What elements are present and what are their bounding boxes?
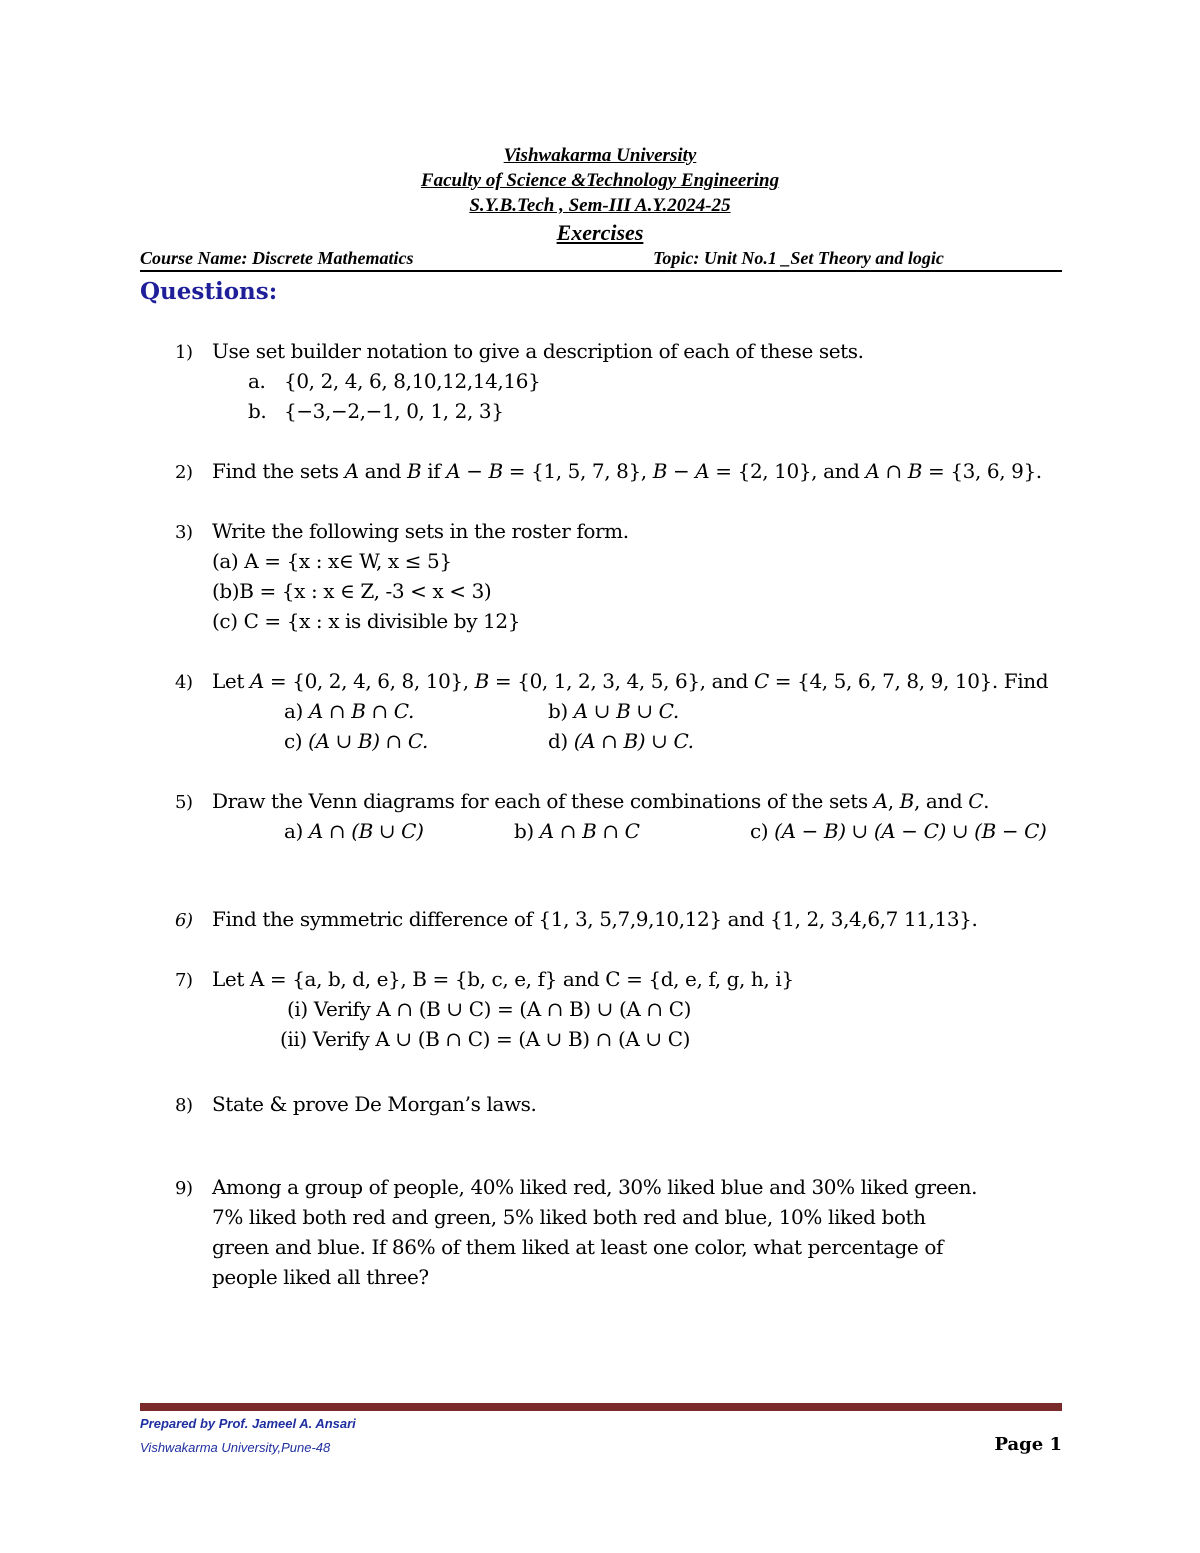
q9-line-3: green and blue. If 86% of them liked at least one color, what percentage of <box>212 1235 943 1259</box>
q3-number: 3) <box>175 522 193 543</box>
q4-text: Let A = {0, 2, 4, 6, 8, 10}, B = {0, 1, 2, 3, 4, 5, 6}, and C = {4, 5, 6, 7, 8, 9, 10}. Find <box>212 669 1049 693</box>
q2-text: Find the sets A and B if A − B = {1, 5, 7, 8}, B − A = {2, 10}, and A ∩ B = {3, 6, 9}. <box>212 459 1042 483</box>
q4-c: c) (A ∪ B) ∩ C. <box>284 729 429 753</box>
q6-number: 6) <box>175 910 193 931</box>
q9-line-1: Among a group of people, 40% liked red, 30% liked blue and 30% liked green. <box>212 1175 978 1199</box>
q5-text: Draw the Venn diagrams for each of these combinations of the sets A, B, and C. <box>212 789 990 813</box>
q4-b: b) A ∪ B ∪ C. <box>548 699 679 723</box>
doc-type-title: Exercises <box>556 220 644 245</box>
q8-number: 8) <box>175 1095 193 1116</box>
q1-a-label: a. <box>248 369 266 393</box>
questions-heading: Questions: <box>140 278 278 305</box>
program-title: S.Y.B.Tech , Sem-III A.Y.2024-25 <box>469 195 731 216</box>
topic-name: Topic: Unit No.1 _Set Theory and logic <box>653 248 944 268</box>
q7-i: (i) Verify A ∩ (B ∪ C) = (A ∩ B) ∪ (A ∩ C) <box>287 997 692 1021</box>
q3-b: (b)B = {x : x ∈ Z, -3 < x < 3) <box>212 579 492 603</box>
q1-number: 1) <box>175 342 193 363</box>
q9-line-2: 7% liked both red and green, 5% liked both red and blue, 10% liked both <box>212 1205 926 1229</box>
q1-b-text: {−3,−2,−1, 0, 1, 2, 3} <box>284 399 504 423</box>
q5-a: a) A ∩ (B ∪ C) <box>284 819 424 843</box>
q1-b-label: b. <box>248 399 267 423</box>
q9-number: 9) <box>175 1178 193 1199</box>
prepared-by: Prepared by Prof. Jameel A. Ansari <box>140 1416 356 1431</box>
university-title: Vishwakarma University <box>503 145 697 166</box>
q1-text: Use set builder notation to give a description of each of these sets. <box>212 339 864 363</box>
q7-text: Let A = {a, b, d, e}, B = {b, c, e, f} and C = {d, e, f, g, h, i} <box>212 967 794 991</box>
footer-location: Vishwakarma University,Pune-48 <box>140 1440 331 1455</box>
q7-number: 7) <box>175 970 193 991</box>
faculty-title: Faculty of Science &Technology Engineering <box>420 170 780 191</box>
course-name: Course Name: Discrete Mathematics <box>140 248 414 268</box>
header-divider <box>140 270 1062 272</box>
q7-ii: (ii) Verify A ∪ (B ∩ C) = (A ∪ B) ∩ (A ∪ C) <box>280 1027 690 1051</box>
footer-bar <box>140 1403 1062 1411</box>
page-number: Page 1 <box>994 1434 1062 1455</box>
q5-b: b) A ∩ B ∩ C <box>514 819 640 843</box>
q5-c: c) (A − B) ∪ (A − C) ∪ (B − C) <box>750 819 1047 843</box>
q3-a: (a) A = {x : x∈ W, x ≤ 5} <box>212 549 452 573</box>
q4-d: d) (A ∩ B) ∪ C. <box>548 729 694 753</box>
q3-text: Write the following sets in the roster form. <box>212 519 629 543</box>
q2-number: 2) <box>175 462 193 483</box>
q8-text: State & prove De Morgan’s laws. <box>212 1092 537 1116</box>
q4-number: 4) <box>175 672 193 693</box>
q4-a: a) A ∩ B ∩ C. <box>284 699 414 723</box>
q1-a-text: {0, 2, 4, 6, 8,10,12,14,16} <box>284 369 541 393</box>
q3-c: (c) C = {x : x is divisible by 12} <box>212 609 521 633</box>
q5-number: 5) <box>175 792 193 813</box>
q6-text: Find the symmetric difference of {1, 3, 5,7,9,10,12} and {1, 2, 3,4,6,7 11,13}. <box>212 907 978 931</box>
q9-line-4: people liked all three? <box>212 1265 429 1289</box>
